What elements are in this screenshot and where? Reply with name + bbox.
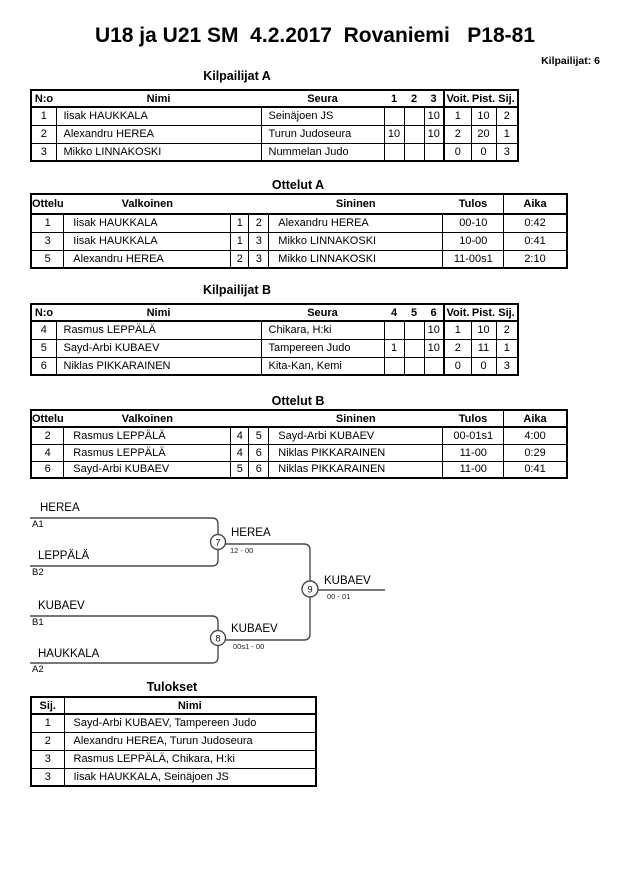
competitor-name-cell: Mikko LINNAKOSKI — [56, 143, 261, 161]
white-no-cell: 1 — [231, 214, 249, 232]
bracket-seed-name: HAUKKALA — [38, 648, 100, 660]
round-score-cell — [404, 357, 424, 375]
competitor-name-cell: Niklas PIKKARAINEN — [56, 357, 261, 375]
white-no-cell: 5 — [231, 461, 249, 478]
round-score-cell — [404, 143, 424, 161]
pool-a-header-row — [31, 90, 518, 107]
pool-a-heading: Kilpailijat A — [203, 69, 271, 83]
place-cell: 1 — [496, 125, 518, 143]
table-row — [31, 732, 316, 750]
result-cell: 11-00 — [443, 461, 504, 478]
header-wins: Voit. — [444, 304, 471, 321]
matches-b-table — [30, 409, 568, 479]
match-8-winner: KUBAEV — [231, 623, 278, 635]
result-cell: 11-00 — [443, 444, 504, 461]
pool-b-table — [30, 303, 519, 376]
header-round-3: 3 — [424, 90, 444, 107]
competitor-club-cell: Tampereen Judo — [261, 339, 384, 357]
result-cell: 11-00s1 — [443, 250, 504, 268]
results-table — [30, 696, 317, 787]
wins-cell: 1 — [444, 107, 471, 125]
blue-name-cell: Mikko LINNAKOSKI — [269, 232, 443, 250]
white-name-cell: Iisak HAUKKALA — [64, 232, 231, 250]
header-place: Sij. — [496, 90, 518, 107]
white-no-cell: 1 — [231, 232, 249, 250]
place-cell: 1 — [496, 339, 518, 357]
table-row — [31, 357, 518, 375]
white-name-cell: Alexandru HEREA — [64, 250, 231, 268]
matches-b-header-row — [31, 410, 567, 427]
match-7-winner: HEREA — [231, 527, 271, 539]
wins-cell: 0 — [444, 357, 471, 375]
match-no-cell: 4 — [31, 444, 64, 461]
header-club: Seura — [261, 304, 384, 321]
header-no: N:o — [31, 90, 56, 107]
round-score-cell: 10 — [424, 107, 444, 125]
pool-a-table — [30, 89, 519, 162]
header-round-2: 2 — [404, 90, 424, 107]
match-8-number: 8 — [215, 633, 221, 645]
competitor-club-cell: Turun Judoseura — [261, 125, 384, 143]
round-score-cell — [424, 357, 444, 375]
matches-a-header-row — [31, 194, 567, 214]
bracket-seed-name: LEPPÄLÄ — [38, 550, 90, 562]
header-round-5: 5 — [404, 304, 424, 321]
competitor-club-cell: Nummelan Judo — [261, 143, 384, 161]
finals-bracket — [30, 498, 400, 683]
blue-no-cell: 6 — [249, 461, 269, 478]
header-time: Aika — [504, 410, 567, 427]
header-name: Nimi — [56, 304, 261, 321]
header-wins: Voit. — [444, 90, 471, 107]
wins-cell: 0 — [444, 143, 471, 161]
blue-name-cell: Alexandru HEREA — [269, 214, 443, 232]
competitor-club-cell: Kita-Kan, Kemi — [261, 357, 384, 375]
place-cell: 3 — [496, 143, 518, 161]
table-row — [31, 461, 567, 478]
match-7-number: 7 — [215, 537, 221, 549]
time-cell: 2:10 — [504, 250, 567, 268]
header-white-no — [231, 410, 249, 427]
white-name-cell: Iisak HAUKKALA — [64, 214, 231, 232]
table-row — [31, 427, 567, 444]
points-cell: 0 — [471, 143, 496, 161]
results-heading: Tulokset — [146, 680, 198, 694]
table-row — [31, 125, 518, 143]
header-no: N:o — [31, 304, 56, 321]
place-cell: 2 — [496, 321, 518, 339]
match-8-score: 00s1 - 00 — [233, 642, 265, 651]
time-cell: 4:00 — [504, 427, 567, 444]
blue-name-cell: Niklas PIKKARAINEN — [269, 461, 443, 478]
blue-no-cell: 3 — [249, 250, 269, 268]
blue-name-cell: Mikko LINNAKOSKI — [269, 250, 443, 268]
pool-b-heading: Kilpailijat B — [202, 283, 272, 297]
header-points: Pist. — [471, 304, 496, 321]
competitors-count: Kilpailijat: 6 — [541, 55, 600, 67]
round-score-cell — [384, 357, 404, 375]
header-name: Nimi — [56, 90, 261, 107]
matches-b-heading: Ottelut B — [271, 394, 325, 408]
header-round-4: 4 — [384, 304, 404, 321]
round-score-cell — [404, 125, 424, 143]
header-result: Tulos — [443, 194, 504, 214]
table-row — [31, 232, 567, 250]
blue-no-cell: 2 — [249, 214, 269, 232]
header-white: Valkoinen — [64, 410, 231, 427]
competitor-name-cell: Sayd-Arbi KUBAEV — [56, 339, 261, 357]
competitor-no-cell: 5 — [31, 339, 56, 357]
competitor-no-cell: 3 — [31, 143, 56, 161]
place-cell: 3 — [31, 750, 64, 768]
round-score-cell — [404, 321, 424, 339]
table-row — [31, 321, 518, 339]
blue-name-cell: Niklas PIKKARAINEN — [269, 444, 443, 461]
result-name-cell: Iisak HAUKKALA, Seinäjoen JS — [64, 768, 316, 786]
white-no-cell: 2 — [231, 250, 249, 268]
bracket-seed-tag: B2 — [32, 567, 44, 578]
table-row — [31, 444, 567, 461]
competitor-no-cell: 2 — [31, 125, 56, 143]
wins-cell: 1 — [444, 321, 471, 339]
competitor-club-cell: Chikara, H:ki — [261, 321, 384, 339]
blue-no-cell: 6 — [249, 444, 269, 461]
points-cell: 0 — [471, 357, 496, 375]
place-cell: 2 — [496, 107, 518, 125]
header-blue-no — [249, 194, 269, 214]
time-cell: 0:29 — [504, 444, 567, 461]
header-time: Aika — [504, 194, 567, 214]
wins-cell: 2 — [444, 339, 471, 357]
place-cell: 3 — [31, 768, 64, 786]
competitor-name-cell: Rasmus LEPPÄLÄ — [56, 321, 261, 339]
competitor-no-cell: 6 — [31, 357, 56, 375]
header-blue: Sininen — [269, 194, 443, 214]
pool-b-header-row — [31, 304, 518, 321]
round-score-cell: 10 — [424, 339, 444, 357]
white-name-cell: Sayd-Arbi KUBAEV — [64, 461, 231, 478]
place-cell: 1 — [31, 714, 64, 732]
round-score-cell: 10 — [384, 125, 404, 143]
time-cell: 0:41 — [504, 232, 567, 250]
match-9-number: 9 — [307, 584, 313, 596]
match-no-cell: 5 — [31, 250, 64, 268]
round-score-cell — [384, 107, 404, 125]
table-row — [31, 714, 316, 732]
final-score: 00 - 01 — [327, 592, 351, 601]
round-score-cell — [404, 339, 424, 357]
page-title: U18 ja U21 SM 4.2.2017 Rovaniemi P18-81 — [94, 24, 536, 47]
header-blue: Sininen — [269, 410, 443, 427]
match-no-cell: 2 — [31, 427, 64, 444]
match-7-score: 12 - 00 — [230, 546, 254, 555]
table-row — [31, 750, 316, 768]
header-match: Ottelu — [31, 410, 64, 427]
time-cell: 0:42 — [504, 214, 567, 232]
match-no-cell: 6 — [31, 461, 64, 478]
result-cell: 00-10 — [443, 214, 504, 232]
result-name-cell: Rasmus LEPPÄLÄ, Chikara, H:ki — [64, 750, 316, 768]
round-score-cell: 1 — [384, 339, 404, 357]
header-place: Sij. — [496, 304, 518, 321]
points-cell: 10 — [471, 321, 496, 339]
round-score-cell — [424, 143, 444, 161]
competitor-name-cell: Iisak HAUKKALA — [56, 107, 261, 125]
result-cell: 00-01s1 — [443, 427, 504, 444]
final-winner: KUBAEV — [324, 575, 371, 587]
table-row — [31, 339, 518, 357]
round-score-cell — [384, 143, 404, 161]
white-name-cell: Rasmus LEPPÄLÄ — [64, 444, 231, 461]
header-blue-no — [249, 410, 269, 427]
header-round-6: 6 — [424, 304, 444, 321]
round-score-cell: 10 — [424, 321, 444, 339]
result-name-cell: Alexandru HEREA, Turun Judoseura — [64, 732, 316, 750]
points-cell: 11 — [471, 339, 496, 357]
header-white-no — [231, 194, 249, 214]
white-no-cell: 4 — [231, 444, 249, 461]
place-cell: 2 — [31, 732, 64, 750]
result-name-cell: Sayd-Arbi KUBAEV, Tampereen Judo — [64, 714, 316, 732]
place-cell: 3 — [496, 357, 518, 375]
points-cell: 10 — [471, 107, 496, 125]
header-club: Seura — [261, 90, 384, 107]
competitor-name-cell: Alexandru HEREA — [56, 125, 261, 143]
matches-a-table — [30, 193, 568, 269]
bracket-seed-tag: A1 — [32, 519, 44, 530]
table-row — [31, 768, 316, 786]
result-cell: 10-00 — [443, 232, 504, 250]
blue-name-cell: Sayd-Arbi KUBAEV — [269, 427, 443, 444]
matches-a-heading: Ottelut A — [271, 178, 325, 192]
points-cell: 20 — [471, 125, 496, 143]
bracket-seed-name: KUBAEV — [38, 600, 85, 612]
header-match: Ottelu — [31, 194, 64, 214]
table-row — [31, 143, 518, 161]
time-cell: 0:41 — [504, 461, 567, 478]
round-score-cell — [384, 321, 404, 339]
competitor-no-cell: 1 — [31, 107, 56, 125]
header-points: Pist. — [471, 90, 496, 107]
header-white: Valkoinen — [64, 194, 231, 214]
header-place: Sij. — [31, 697, 64, 714]
blue-no-cell: 3 — [249, 232, 269, 250]
match-no-cell: 1 — [31, 214, 64, 232]
results-header-row — [31, 697, 316, 714]
table-row — [31, 107, 518, 125]
competitor-club-cell: Seinäjoen JS — [261, 107, 384, 125]
round-score-cell: 10 — [424, 125, 444, 143]
white-name-cell: Rasmus LEPPÄLÄ — [64, 427, 231, 444]
white-no-cell: 4 — [231, 427, 249, 444]
competitor-no-cell: 4 — [31, 321, 56, 339]
bracket-seed-name: HEREA — [40, 502, 80, 514]
blue-no-cell: 5 — [249, 427, 269, 444]
bracket-seed-tag: B1 — [32, 617, 44, 628]
table-row — [31, 250, 567, 268]
bracket-seed-tag: A2 — [32, 664, 44, 675]
round-score-cell — [404, 107, 424, 125]
header-round-1: 1 — [384, 90, 404, 107]
header-name: Nimi — [64, 697, 316, 714]
match-no-cell: 3 — [31, 232, 64, 250]
table-row — [31, 214, 567, 232]
wins-cell: 2 — [444, 125, 471, 143]
header-result: Tulos — [443, 410, 504, 427]
